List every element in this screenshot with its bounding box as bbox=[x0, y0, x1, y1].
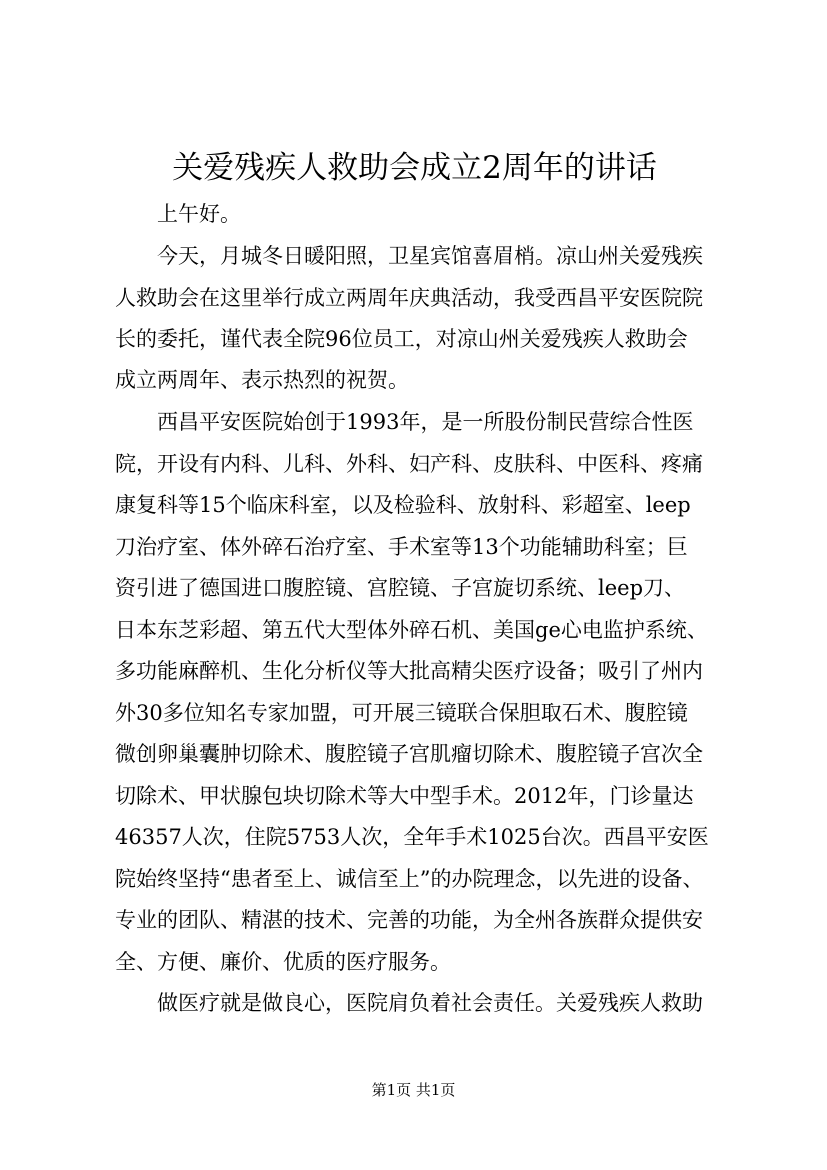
text-line: 康复科等15个临床科室，以及检验科、放射科、彩超室、leep bbox=[115, 493, 691, 517]
text-line: 外30多位知名专家加盟，可开展三镜联合保胆取石术、腹腔镜 bbox=[115, 701, 688, 725]
text-line: 人救助会在这里举行成立两周年庆典活动，我受西昌平安医院院 bbox=[115, 286, 703, 310]
text-line: 微创卵巢囊肿切除术、腹腔镜子宫肌瘤切除术、腹腔镜子宫次全 bbox=[115, 742, 703, 766]
text-line: 做医疗就是做良心，医院肩负着社会责任。关爱残疾人救助 bbox=[157, 991, 703, 1015]
text-line: 资引进了德国进口腹腔镜、宫腔镜、子宫旋切系统、leep刀、 bbox=[115, 576, 686, 600]
text-line: 西昌平安医院始创于1993年，是一所股份制民营综合性医 bbox=[157, 410, 694, 434]
text-line: 上午好。 bbox=[157, 202, 241, 226]
text-line: 切除术、甲状腺包块切除术等大中型手术。2012年，门诊量达 bbox=[115, 784, 694, 808]
text-line: 院始终坚持“患者至上、诚信至上”的办院理念，以先进的设备、 bbox=[115, 867, 704, 891]
text-line: 46357人次，住院5753人次，全年手术1025台次。西昌平安医 bbox=[115, 825, 709, 849]
page-footer: 第1页 共1页 bbox=[371, 1081, 456, 1099]
text-line: 全、方便、廉价、优质的医疗服务。 bbox=[115, 950, 451, 974]
text-line: 长的委托，谨代表全院96位员工，对凉山州关爱残疾人救助会 bbox=[115, 327, 688, 351]
text-line: 专业的团队、精湛的技术、完善的功能，为全州各族群众提供安 bbox=[115, 908, 703, 932]
text-line: 今天，月城冬日暖阳照，卫星宾馆喜眉梢。凉山州关爱残疾 bbox=[157, 244, 703, 268]
document-title: 关爱残疾人救助会成立2周年的讲话 bbox=[172, 150, 657, 186]
text-line: 成立两周年、表示热烈的祝贺。 bbox=[115, 368, 409, 392]
text-line: 院，开设有内科、儿科、外科、妇产科、皮肤科、中医科、疼痛 bbox=[115, 452, 703, 476]
text-line: 多功能麻醉机、生化分析仪等大批高精尖医疗设备；吸引了州内 bbox=[115, 659, 703, 683]
text-line: 刀治疗室、体外碎石治疗室、手术室等13个功能辅助科室；巨 bbox=[115, 535, 688, 559]
text-line: 日本东芝彩超、第五代大型体外碎石机、美国ge心电监护系统、 bbox=[115, 618, 708, 642]
